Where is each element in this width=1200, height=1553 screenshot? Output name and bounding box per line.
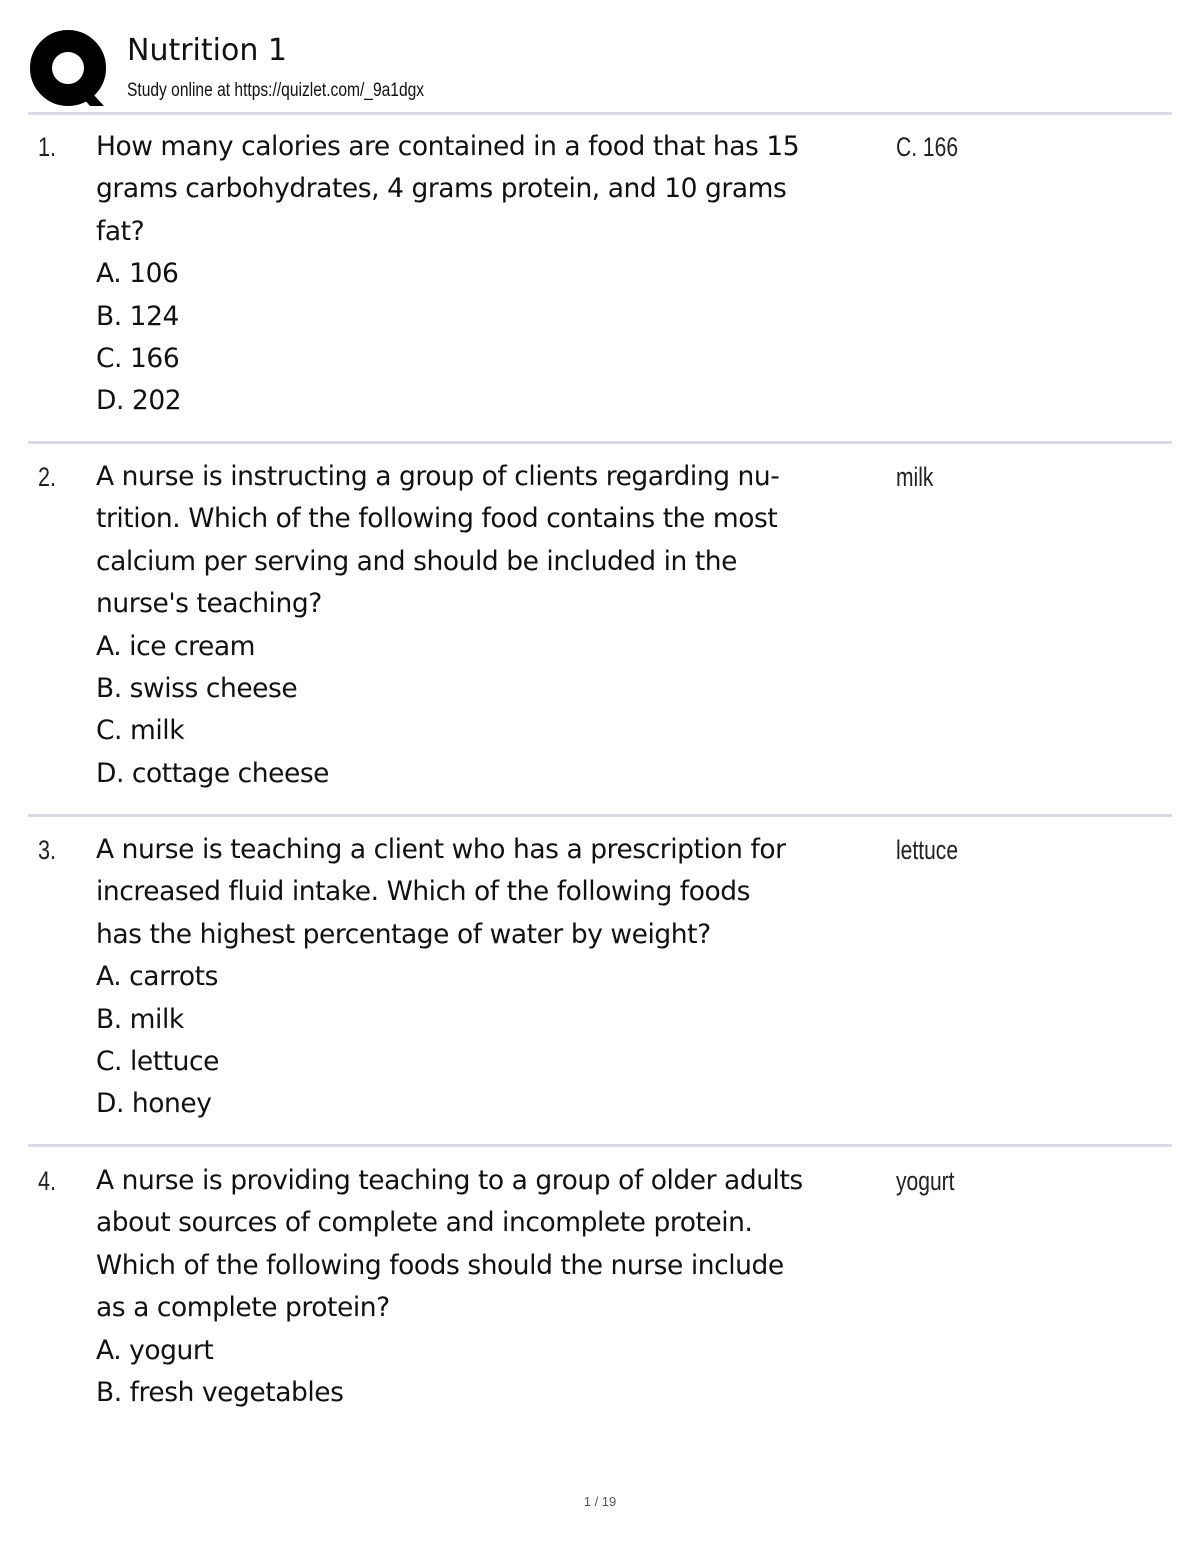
page-number: 1 / 19 [583, 1494, 617, 1509]
question-text [96, 456, 896, 795]
question-line: trition. Which of the following food contains the most [96, 503, 778, 535]
question-line: A nurse is teaching a client who has a prescription for [96, 834, 786, 865]
question-text [96, 1160, 896, 1414]
option-line: B. milk [96, 1003, 184, 1035]
divider [28, 112, 1172, 115]
option-line: C. 166 [96, 343, 180, 375]
option-line: D. 202 [96, 385, 182, 417]
question-line: increased fluid intake. Which of the following foods [96, 876, 750, 908]
page-title: Nutrition 1 [127, 33, 287, 68]
answer-text: lettuce [896, 835, 959, 865]
question-line: calcium per serving and should be included in the [96, 545, 737, 577]
option-line: C. milk [96, 715, 185, 747]
divider [28, 1144, 1172, 1147]
question-line: fat? [96, 215, 145, 247]
question-line: about sources of complete and incomplete protein. [96, 1207, 753, 1239]
option-line: A. yogurt [96, 1334, 214, 1366]
question-line: A nurse is instructing a group of clients regarding nu- [96, 461, 780, 492]
question-line: grams carbohydrates, 4 grams protein, and 10 grams [96, 173, 787, 205]
option-line: D. cottage cheese [96, 757, 330, 789]
card-number: 2. [38, 462, 57, 492]
divider [28, 814, 1172, 817]
question-line: nurse's teaching? [96, 588, 322, 620]
question-line: Which of the following foods should the nurse include [96, 1249, 784, 1281]
divider [28, 441, 1172, 444]
question-line: A nurse is providing teaching to a group of older adults [96, 1165, 803, 1196]
card-number: 4. [38, 1166, 57, 1196]
card-number: 3. [38, 835, 57, 865]
option-line: B. 124 [96, 300, 179, 332]
option-line: A. ice cream [96, 630, 256, 662]
option-line: B. fresh vegetables [96, 1377, 344, 1409]
option-line: A. 106 [96, 258, 179, 290]
answer-text: yogurt [896, 1166, 955, 1196]
study-link-text[interactable]: Study online at https://quizlet.com/_9a1dgx [127, 80, 425, 101]
question-line: has the highest percentage of water by weight? [96, 918, 711, 950]
option-line: C. lettuce [96, 1046, 219, 1078]
answer-text: C. 166 [896, 132, 959, 162]
option-line: A. carrots [96, 961, 218, 993]
question-line: How many calories are contained in a food that has 15 [96, 131, 800, 162]
option-line: B. swiss cheese [96, 673, 298, 705]
question-text [96, 829, 896, 1126]
question-text [96, 126, 896, 423]
card-number: 1. [38, 132, 57, 162]
page-header [30, 28, 1170, 108]
quizlet-logo-icon [30, 30, 108, 108]
question-line: as a complete protein? [96, 1292, 390, 1324]
option-line: D. honey [96, 1088, 212, 1120]
answer-text: milk [896, 462, 934, 492]
